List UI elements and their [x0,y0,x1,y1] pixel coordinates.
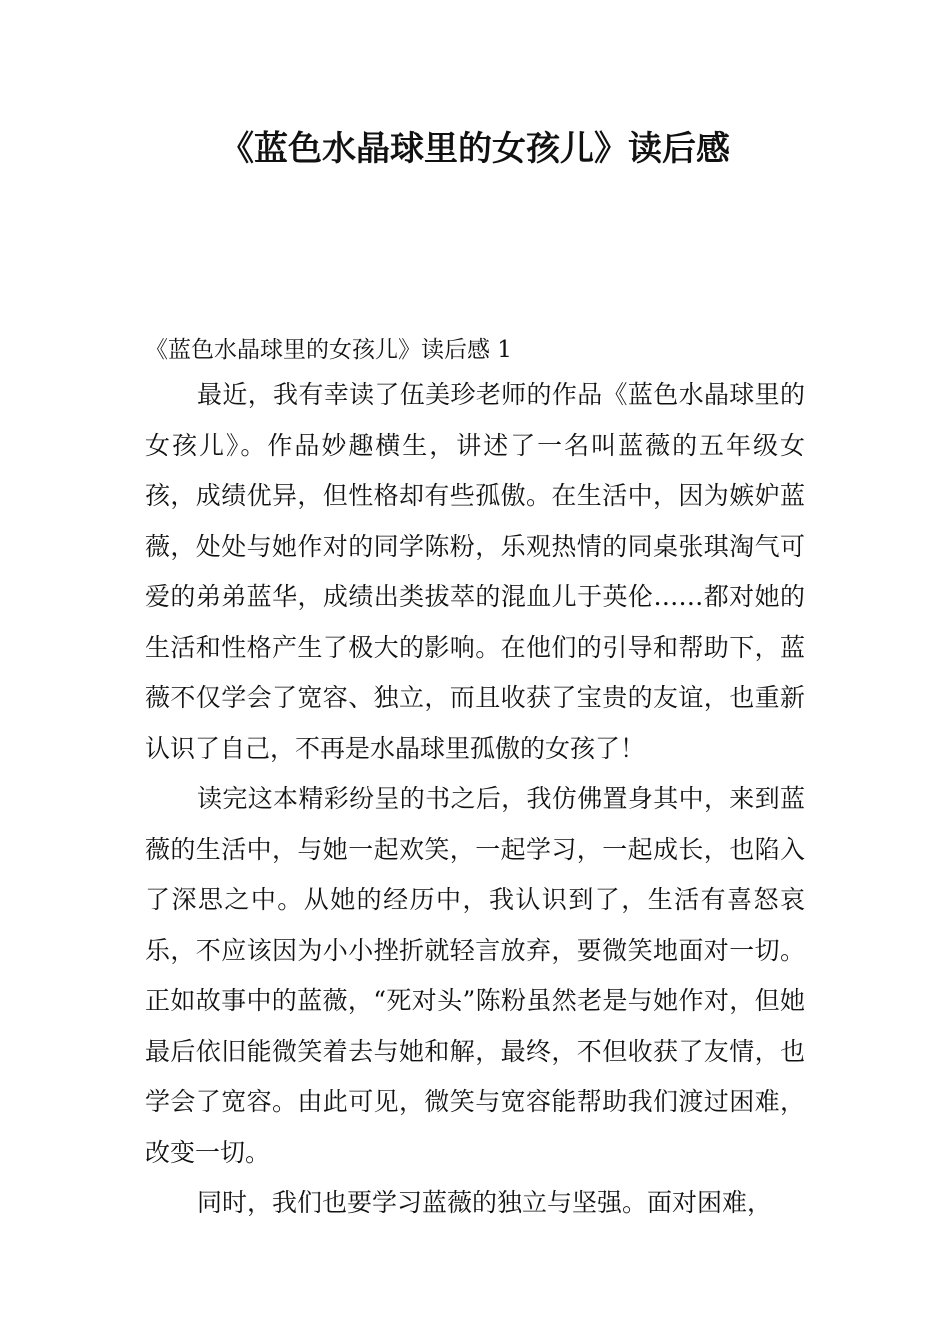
paragraph-1: 最近，我有幸读了伍美珍老师的作品《蓝色水晶球里的女孩儿》。作品妙趣横生，讲述了一名叫蓝薇的五年级女孩，成绩优异，但性格却有些孤傲。在生活中，因为嫉妒蓝薇，处处与她作对的同学陈粉，乐观热情的同桌张琪淘气可爱的弟弟蓝华，成绩出类拔萃的混血儿于英伦……都对她的生活和性格产生了极大的影响。在他们的引导和帮助下，蓝薇不仅学会了宽容、独立，而且收获了宝贵的友谊，也重新认识了自己，不再是水晶球里孤傲的女孩了！ [145,380,805,763]
paragraph-2: 读完这本精彩纷呈的书之后，我仿佛置身其中，来到蓝薇的生活中，与她一起欢笑，一起学习，一起成长，也陷入了深思之中。从她的经历中，我认识到了，生活有喜怒哀乐，不应该因为小小挫折就轻言放弃，要微笑地面对一切。正如故事中的蓝薇，“死对头”陈粉虽然老是与她作对，但她最后依旧能微笑着去与她和解，最终，不但收获了友情，也学会了宽容。由此可见，微笑与宽容能帮助我们渡过困难，改变一切。 [145,784,805,1167]
document-title: 《蓝色水晶球里的女孩儿》读后感 [220,129,730,169]
paragraph-3: 同时，我们也要学习蓝薇的独立与坚强。面对困难， [197,1188,773,1217]
section-heading: 《蓝色水晶球里的女孩儿》读后感 1 [145,337,512,363]
document-body [145,330,805,1229]
